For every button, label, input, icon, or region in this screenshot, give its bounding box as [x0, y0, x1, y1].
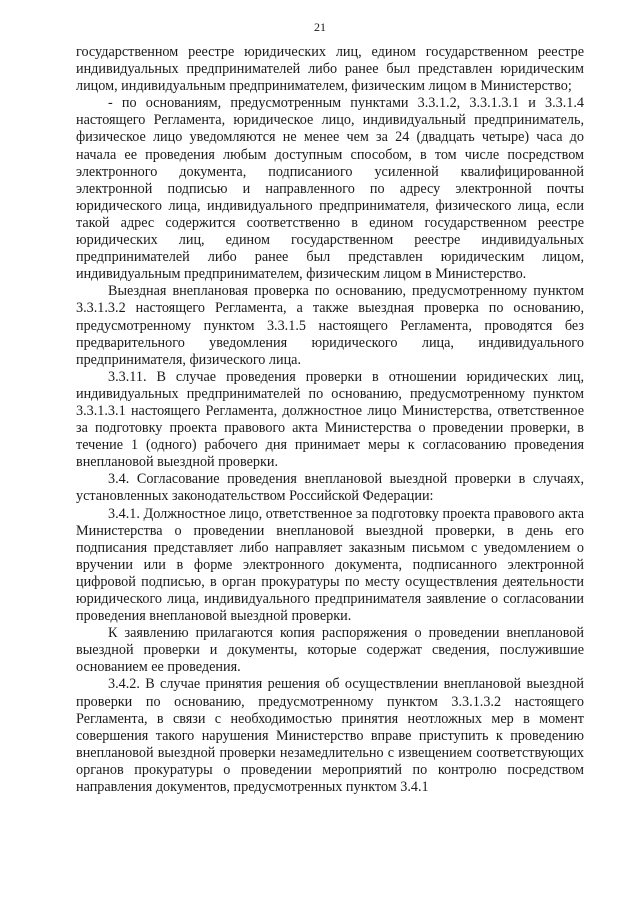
- paragraph-7: К заявлению прилагаются копия распоряжения о проведении внеплановой выездной проверки и документы, которые содержат сведения, послужившие основанием ее проведения.: [76, 625, 584, 676]
- paragraph-1: государственном реестре юридических лиц, едином государственном реестре индивидуальных предпринимателей либо ранее был представлен юридическим лицом, индивидуальным предпринимателем, физическим лицом в Министерство;: [76, 44, 584, 95]
- paragraph-4: 3.3.11. В случае проведения проверки в отношении юридических лиц, индивидуальных предпринимателей по основанию, предусмотренному пунктом 3.3.1.3.1 настоящего Регламента, должностное лицо Министерства, ответственное за подготовку проекта правового акта Министерства о проведении проверки, в течение 1 (одного) рабочего дня принимает меры к согласованию проведения внеплановой выездной проверки.: [76, 368, 584, 471]
- paragraph-2: - по основаниям, предусмотренным пунктами 3.3.1.2, 3.3.1.3.1 и 3.3.1.4 настоящего Регламента, юридическое лицо, индивидуальный предприниматель, физическое лицо уведомляются не менее чем за 24 (двадцать четыре) часа до начала ее проведения любым доступным способом, в том числе посредством электронного документа, подписаниого усиленной квалифицированной электронной подписью и направленного по адресу электронной почты юридического лица, индивидуального предпринимателя, физического лица, если такой адрес содержится соответственно в едином государственном реестре юридических лиц, едином государственном реестре индивидуальных предпринимателей либо ранее был представлен юридическим лицом, индивидуальным предпринимателем, физическим лицом в Министерство.: [76, 95, 584, 283]
- paragraph-3: Выездная внеплановая проверка по основанию, предусмотренному пунктом 3.3.1.3.2 настоящего Регламента, а также выездная проверка по основанию, предусмотренному пунктом 3.3.1.5 настоящего Регламента, проводятся без предварительного уведомления юридического лица, индивидуального предпринимателя, физического лица.: [76, 283, 584, 368]
- paragraph-8: 3.4.2. В случае принятия решения об осуществлении внеплановой выездной проверки по основанию, предусмотренному пунктом 3.3.1.3.2 настоящего Регламента, в связи с необходимостью принятия неотложных мер в момент совершения такого нарушения Министерство вправе приступить к проведению внеплановой выездной проверки незамедлительно с извещением соответствующих органов прокуратуры о проведении мероприятий по контролю посредством направления документов, предусмотренных пунктом 3.4.1: [76, 676, 584, 796]
- document-body: [76, 44, 584, 796]
- paragraph-5: 3.4. Согласование проведения внеплановой выездной проверки в случаях, установленных законодательством Российской Федерации:: [76, 471, 584, 505]
- page-number: 21: [314, 20, 326, 34]
- paragraph-6: 3.4.1. Должностное лицо, ответственное за подготовку проекта правового акта Министерства о проведении внеплановой выездной проверки, в день его подписания представляет либо направляет заказным письмом с уведомлением о вручении или в форме электронного документа, подписанного электронной цифровой подписью, в орган прокуратуры по месту осуществления деятельности юридического лица, индивидуального предпринимателя заявление о согласовании проведения внеплановой выездной проверки.: [76, 505, 584, 625]
